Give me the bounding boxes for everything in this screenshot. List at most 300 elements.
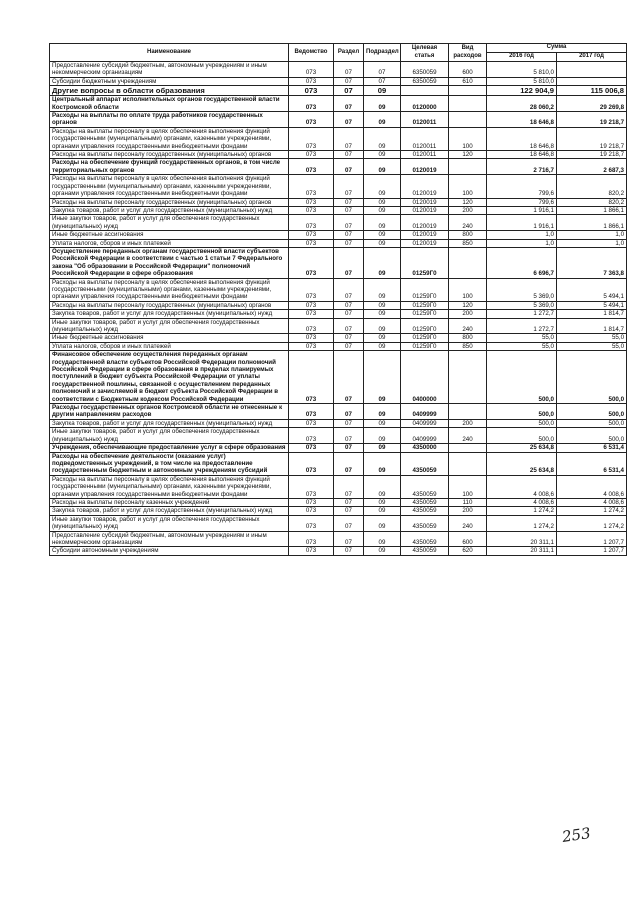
cell-dept: 073	[289, 452, 334, 475]
table-row	[50, 247, 627, 278]
cell-name: Осуществление переданных органам государственной власти субъектов Российской Федерации в соответствии с частью 1 статьи 7 Федерального закона "Об образовании в Российской Федерации" полномочий Российской Федерации в сфере образования	[50, 247, 289, 278]
table-row	[50, 112, 627, 128]
cell-name: Другие вопросы в области образования	[50, 86, 289, 96]
cell-kind: 100	[449, 475, 487, 498]
cell-sub: 09	[364, 531, 401, 547]
cell-sec: 07	[334, 206, 364, 214]
cell-target: 0120019	[401, 198, 449, 206]
header-dept: Ведомство	[289, 44, 334, 62]
cell-v2017: 500,0	[557, 419, 627, 427]
cell-v2016: 25 634,8	[487, 452, 557, 475]
cell-sec: 07	[334, 351, 364, 404]
cell-dept: 073	[289, 318, 334, 334]
cell-sec: 07	[334, 62, 364, 78]
cell-target	[401, 86, 449, 96]
budget-table	[49, 43, 627, 556]
table-row	[50, 159, 627, 175]
cell-sub: 09	[364, 475, 401, 498]
cell-sec: 07	[334, 127, 364, 150]
cell-v2017: 500,0	[557, 404, 627, 420]
table-row	[50, 404, 627, 420]
cell-sec: 07	[334, 475, 364, 498]
cell-kind: 100	[449, 175, 487, 198]
cell-target: 0120011	[401, 151, 449, 159]
cell-sub: 09	[364, 404, 401, 420]
cell-dept: 073	[289, 301, 334, 309]
cell-target: 4350059	[401, 498, 449, 506]
cell-v2016: 55,0	[487, 342, 557, 350]
cell-v2016: 1,0	[487, 239, 557, 247]
cell-sub: 07	[364, 77, 401, 85]
cell-v2016: 1 274,2	[487, 515, 557, 531]
cell-sub: 09	[364, 342, 401, 350]
cell-sec: 07	[334, 301, 364, 309]
table-row	[50, 444, 627, 452]
cell-v2016: 25 634,8	[487, 444, 557, 452]
cell-v2016: 1 916,1	[487, 215, 557, 231]
cell-sec: 07	[334, 342, 364, 350]
cell-sub: 09	[364, 301, 401, 309]
cell-sub: 09	[364, 231, 401, 239]
cell-name: Предоставление субсидий бюджетным, автономным учреждениям и иным некоммерческим организациям	[50, 62, 289, 78]
cell-name: Закупка товаров, работ и услуг для государственных (муниципальных) нужд	[50, 507, 289, 515]
cell-sub: 09	[364, 428, 401, 444]
cell-sub: 09	[364, 351, 401, 404]
cell-sec: 07	[334, 404, 364, 420]
table-row	[50, 498, 627, 506]
cell-target: 0120019	[401, 231, 449, 239]
cell-sub: 09	[364, 215, 401, 231]
cell-v2017: 55,0	[557, 342, 627, 350]
cell-v2017: 1 207,7	[557, 547, 627, 555]
cell-sec: 07	[334, 531, 364, 547]
cell-v2017: 4 008,6	[557, 475, 627, 498]
cell-name: Расходы на обеспечение деятельности (оказание услуг) подведомственных учреждений, в том числе на предоставление государственным бюджетным и автономным учреждениям субсидий	[50, 452, 289, 475]
cell-sub: 09	[364, 507, 401, 515]
cell-v2017: 19 218,7	[557, 112, 627, 128]
cell-sub: 09	[364, 127, 401, 150]
cell-kind	[449, 112, 487, 128]
cell-v2017: 820,2	[557, 198, 627, 206]
cell-sub: 09	[364, 86, 401, 96]
cell-kind: 100	[449, 127, 487, 150]
cell-dept: 073	[289, 112, 334, 128]
cell-v2016: 1,0	[487, 231, 557, 239]
cell-target: 4350059	[401, 515, 449, 531]
cell-dept: 073	[289, 404, 334, 420]
cell-sec: 07	[334, 419, 364, 427]
table-row	[50, 351, 627, 404]
cell-kind	[449, 96, 487, 112]
cell-name: Иные закупки товаров, работ и услуг для обеспечения государственных (муниципальных) нужд	[50, 428, 289, 444]
table-row	[50, 127, 627, 150]
cell-v2017: 1,0	[557, 231, 627, 239]
cell-v2017: 115 006,8	[557, 86, 627, 96]
cell-sub: 09	[364, 159, 401, 175]
cell-target: 4350059	[401, 547, 449, 555]
cell-v2017	[557, 62, 627, 78]
cell-kind: 120	[449, 301, 487, 309]
cell-sub: 09	[364, 151, 401, 159]
cell-sec: 07	[334, 547, 364, 555]
table-row	[50, 198, 627, 206]
cell-v2016: 4 008,6	[487, 498, 557, 506]
cell-target: 01259Г0	[401, 342, 449, 350]
table-row	[50, 507, 627, 515]
table-row	[50, 239, 627, 247]
cell-name: Расходы на выплаты персоналу в целях обеспечения выполнения функций государственными (муниципальными) органами, казенными учреждениями, органами управления государственными внебюджетными фондами	[50, 127, 289, 150]
table-row	[50, 206, 627, 214]
cell-target: 4350000	[401, 444, 449, 452]
cell-target: 6350059	[401, 77, 449, 85]
cell-target: 4350059	[401, 507, 449, 515]
cell-dept: 073	[289, 86, 334, 96]
cell-dept: 073	[289, 151, 334, 159]
cell-dept: 073	[289, 498, 334, 506]
cell-v2016: 5 810,0	[487, 62, 557, 78]
cell-kind: 850	[449, 342, 487, 350]
cell-v2017: 4 008,6	[557, 498, 627, 506]
table-row	[50, 342, 627, 350]
cell-kind: 120	[449, 198, 487, 206]
cell-kind: 800	[449, 231, 487, 239]
cell-sec: 07	[334, 215, 364, 231]
cell-kind: 240	[449, 215, 487, 231]
cell-sec: 07	[334, 318, 364, 334]
cell-v2016: 122 904,9	[487, 86, 557, 96]
table-row	[50, 77, 627, 85]
cell-v2016: 20 311,1	[487, 531, 557, 547]
cell-target: 0120019	[401, 159, 449, 175]
cell-v2017: 5 494,1	[557, 301, 627, 309]
table-row	[50, 531, 627, 547]
cell-dept: 073	[289, 231, 334, 239]
cell-sec: 07	[334, 112, 364, 128]
cell-kind: 620	[449, 547, 487, 555]
table-row	[50, 547, 627, 555]
cell-kind: 110	[449, 498, 487, 506]
cell-target: 01259Г0	[401, 318, 449, 334]
cell-sub: 07	[364, 62, 401, 78]
cell-name: Субсидии бюджетным учреждениям	[50, 77, 289, 85]
cell-kind: 120	[449, 151, 487, 159]
cell-sub: 09	[364, 247, 401, 278]
header-section: Раздел	[334, 44, 364, 62]
cell-target: 01259Г0	[401, 301, 449, 309]
table-row	[50, 334, 627, 342]
cell-target: 01259Г0	[401, 247, 449, 278]
cell-name: Центральный аппарат исполнительных органов государственной власти Костромской области	[50, 96, 289, 112]
cell-target: 01259Г0	[401, 278, 449, 301]
cell-kind	[449, 444, 487, 452]
cell-v2017: 2 687,3	[557, 159, 627, 175]
cell-dept: 073	[289, 215, 334, 231]
cell-sec: 07	[334, 86, 364, 96]
cell-v2016: 18 646,8	[487, 151, 557, 159]
cell-target: 01259Г0	[401, 310, 449, 318]
cell-v2017: 820,2	[557, 175, 627, 198]
cell-dept: 073	[289, 247, 334, 278]
cell-target: 0409999	[401, 428, 449, 444]
cell-sec: 07	[334, 498, 364, 506]
cell-target: 0120019	[401, 215, 449, 231]
cell-v2017: 500,0	[557, 428, 627, 444]
header-name: Наименование	[50, 44, 289, 62]
cell-v2016: 1 272,7	[487, 310, 557, 318]
cell-name: Закупка товаров, работ и услуг для государственных (муниципальных) нужд	[50, 419, 289, 427]
cell-sub: 09	[364, 239, 401, 247]
table-row	[50, 231, 627, 239]
table-row	[50, 310, 627, 318]
cell-kind: 610	[449, 77, 487, 85]
cell-name: Иные закупки товаров, работ и услуг для обеспечения государственных (муниципальных) нужд	[50, 318, 289, 334]
cell-sub: 09	[364, 96, 401, 112]
cell-v2017: 19 218,7	[557, 151, 627, 159]
cell-dept: 073	[289, 77, 334, 85]
header-2016: 2016 год	[487, 53, 557, 62]
cell-dept: 073	[289, 351, 334, 404]
cell-v2016: 799,6	[487, 175, 557, 198]
cell-sub: 09	[364, 278, 401, 301]
cell-v2016: 20 311,1	[487, 547, 557, 555]
cell-v2017	[557, 77, 627, 85]
cell-v2016: 6 696,7	[487, 247, 557, 278]
header-sum: Сумма	[487, 44, 627, 53]
cell-name: Расходы на обеспечение функций государственных органов, в том числе территориальных органов	[50, 159, 289, 175]
cell-name: Расходы государственных органов Костромской области не отнесенные к другим направлениям расходов	[50, 404, 289, 420]
cell-sec: 07	[334, 247, 364, 278]
cell-v2017: 1 274,2	[557, 515, 627, 531]
cell-sec: 07	[334, 159, 364, 175]
cell-dept: 073	[289, 278, 334, 301]
cell-sec: 07	[334, 515, 364, 531]
cell-kind: 800	[449, 334, 487, 342]
cell-target: 0120011	[401, 127, 449, 150]
cell-v2016: 18 646,8	[487, 127, 557, 150]
cell-dept: 073	[289, 531, 334, 547]
cell-sec: 07	[334, 428, 364, 444]
cell-v2017: 1 866,1	[557, 206, 627, 214]
cell-kind	[449, 86, 487, 96]
cell-sub: 09	[364, 175, 401, 198]
cell-kind: 850	[449, 239, 487, 247]
cell-target: 4350059	[401, 531, 449, 547]
table-body	[50, 62, 627, 556]
cell-dept: 073	[289, 475, 334, 498]
table-row	[50, 62, 627, 78]
cell-v2016: 1 272,7	[487, 318, 557, 334]
cell-kind: 240	[449, 428, 487, 444]
header-target: Целевая статья	[401, 44, 449, 62]
cell-name: Субсидии автономным учреждениям	[50, 547, 289, 555]
cell-dept: 073	[289, 515, 334, 531]
cell-v2016: 1 274,2	[487, 507, 557, 515]
cell-target: 0120011	[401, 112, 449, 128]
cell-sub: 09	[364, 206, 401, 214]
cell-kind	[449, 351, 487, 404]
cell-kind	[449, 404, 487, 420]
cell-dept: 073	[289, 444, 334, 452]
cell-target: 0120000	[401, 96, 449, 112]
cell-v2016: 5 369,0	[487, 301, 557, 309]
cell-v2017: 6 531,4	[557, 444, 627, 452]
cell-kind: 200	[449, 419, 487, 427]
cell-v2016: 500,0	[487, 351, 557, 404]
cell-v2017: 55,0	[557, 334, 627, 342]
cell-v2017: 7 363,8	[557, 247, 627, 278]
cell-dept: 073	[289, 159, 334, 175]
cell-v2016: 18 646,8	[487, 112, 557, 128]
cell-target: 0409999	[401, 404, 449, 420]
header-kind: Вид расходов	[449, 44, 487, 62]
cell-sub: 09	[364, 515, 401, 531]
cell-name: Расходы на выплаты персоналу казенных учреждений	[50, 498, 289, 506]
cell-sub: 09	[364, 310, 401, 318]
cell-kind: 100	[449, 278, 487, 301]
cell-kind	[449, 247, 487, 278]
cell-sec: 07	[334, 239, 364, 247]
cell-sub: 09	[364, 318, 401, 334]
cell-v2016: 1 916,1	[487, 206, 557, 214]
cell-sec: 07	[334, 231, 364, 239]
table-row	[50, 515, 627, 531]
cell-target: 6350059	[401, 62, 449, 78]
cell-v2016: 4 008,6	[487, 475, 557, 498]
table-row	[50, 175, 627, 198]
table-row	[50, 452, 627, 475]
cell-target: 4350059	[401, 475, 449, 498]
cell-target: 0400000	[401, 351, 449, 404]
cell-v2017: 1 814,7	[557, 310, 627, 318]
cell-sub: 09	[364, 198, 401, 206]
cell-name: Иные бюджетные ассигнования	[50, 334, 289, 342]
cell-sub: 09	[364, 452, 401, 475]
cell-v2017: 5 494,1	[557, 278, 627, 301]
cell-dept: 073	[289, 127, 334, 150]
cell-v2017: 1 814,7	[557, 318, 627, 334]
cell-kind: 600	[449, 62, 487, 78]
cell-sub: 09	[364, 444, 401, 452]
cell-name: Уплата налогов, сборов и иных платежей	[50, 342, 289, 350]
cell-dept: 073	[289, 310, 334, 318]
cell-name: Расходы на выплаты персоналу в целях обеспечения выполнения функций государственными (муниципальными) органами, казенными учреждениями, органами управления государственными внебюджетными фондами	[50, 278, 289, 301]
cell-kind	[449, 452, 487, 475]
cell-dept: 073	[289, 62, 334, 78]
cell-v2016: 28 060,2	[487, 96, 557, 112]
cell-target: 0409999	[401, 419, 449, 427]
table-row	[50, 318, 627, 334]
cell-v2016: 799,6	[487, 198, 557, 206]
cell-kind: 600	[449, 531, 487, 547]
cell-dept: 073	[289, 547, 334, 555]
cell-v2017: 6 531,4	[557, 452, 627, 475]
cell-dept: 073	[289, 96, 334, 112]
cell-sec: 07	[334, 310, 364, 318]
cell-dept: 073	[289, 239, 334, 247]
cell-sub: 09	[364, 334, 401, 342]
cell-name: Расходы на выплаты персоналу государственных (муниципальных) органов	[50, 198, 289, 206]
cell-name: Иные закупки товаров, работ и услуг для обеспечения государственных (муниципальных) нужд	[50, 215, 289, 231]
table-row	[50, 86, 627, 96]
cell-kind: 200	[449, 206, 487, 214]
cell-name: Расходы на выплаты персоналу в целях обеспечения выполнения функций государственными (муниципальными) органами, казенными учреждениями, органами управления государственными внебюджетными фондами	[50, 175, 289, 198]
cell-name: Расходы на выплаты персоналу государственных (муниципальных) органов	[50, 151, 289, 159]
cell-sec: 07	[334, 334, 364, 342]
cell-dept: 073	[289, 198, 334, 206]
cell-name: Иные закупки товаров, работ и услуг для обеспечения государственных (муниципальных) нужд	[50, 515, 289, 531]
header-2017: 2017 год	[557, 53, 627, 62]
cell-v2016: 500,0	[487, 428, 557, 444]
cell-target: 0120019	[401, 206, 449, 214]
cell-v2016: 5 369,0	[487, 278, 557, 301]
table-row	[50, 428, 627, 444]
cell-target: 0120019	[401, 239, 449, 247]
cell-sub: 09	[364, 498, 401, 506]
cell-sec: 07	[334, 77, 364, 85]
cell-v2016: 5 810,0	[487, 77, 557, 85]
cell-v2016: 500,0	[487, 404, 557, 420]
cell-sec: 07	[334, 507, 364, 515]
cell-sec: 07	[334, 175, 364, 198]
cell-kind: 240	[449, 515, 487, 531]
cell-dept: 073	[289, 428, 334, 444]
cell-target: 0120019	[401, 175, 449, 198]
cell-name: Финансовое обеспечение осуществления переданных органам государственной власти субъектов Российской Федерации полномочий Российской Федерации в сфере образования в пределах планируемых поступлений в бюджет субъекта Российской Федерации от уплаты государственной пошлины, связанной с осуществлением переданных полномочий и зачисляемой в бюджет субъекта Российской Федерации в соответствии с Бюджетным кодексом Российской Федерации	[50, 351, 289, 404]
cell-kind: 240	[449, 318, 487, 334]
table-row	[50, 419, 627, 427]
cell-v2017: 1,0	[557, 239, 627, 247]
cell-v2017: 19 218,7	[557, 127, 627, 150]
header-subsection: Подраздел	[364, 44, 401, 62]
cell-name: Закупка товаров, работ и услуг для государственных (муниципальных) нужд	[50, 206, 289, 214]
table-row	[50, 301, 627, 309]
cell-dept: 073	[289, 334, 334, 342]
cell-name: Иные бюджетные ассигнования	[50, 231, 289, 239]
cell-target: 01259Г0	[401, 334, 449, 342]
cell-sec: 07	[334, 96, 364, 112]
cell-sec: 07	[334, 151, 364, 159]
cell-name: Закупка товаров, работ и услуг для государственных (муниципальных) нужд	[50, 310, 289, 318]
cell-sub: 09	[364, 112, 401, 128]
cell-sub: 09	[364, 547, 401, 555]
cell-dept: 073	[289, 175, 334, 198]
cell-kind: 200	[449, 507, 487, 515]
page-number: 253	[560, 824, 592, 846]
cell-name: Предоставление субсидий бюджетным, автономным учреждениям и иным некоммерческим организациям	[50, 531, 289, 547]
table-row	[50, 278, 627, 301]
table-row	[50, 475, 627, 498]
table-row	[50, 151, 627, 159]
cell-name: Расходы на выплаты персоналу в целях обеспечения выполнения функций государственными (муниципальными) органами, казенными учреждениями, органами управления государственными внебюджетными фондами	[50, 475, 289, 498]
table-row	[50, 215, 627, 231]
cell-name: Расходы на выплаты персоналу государственных (муниципальных) органов	[50, 301, 289, 309]
cell-v2017: 1 274,2	[557, 507, 627, 515]
cell-dept: 073	[289, 419, 334, 427]
cell-dept: 073	[289, 206, 334, 214]
cell-v2017: 29 269,8	[557, 96, 627, 112]
cell-v2017: 1 866,1	[557, 215, 627, 231]
cell-sub: 09	[364, 419, 401, 427]
cell-name: Учреждения, обеспечивающие предоставление услуг в сфере образования	[50, 444, 289, 452]
cell-sec: 07	[334, 278, 364, 301]
cell-v2016: 2 716,7	[487, 159, 557, 175]
cell-kind	[449, 159, 487, 175]
cell-v2016: 55,0	[487, 334, 557, 342]
cell-kind: 200	[449, 310, 487, 318]
cell-dept: 073	[289, 507, 334, 515]
cell-name: Расходы на выплаты по оплате труда работников государственных органов	[50, 112, 289, 128]
cell-name: Уплата налогов, сборов и иных платежей	[50, 239, 289, 247]
